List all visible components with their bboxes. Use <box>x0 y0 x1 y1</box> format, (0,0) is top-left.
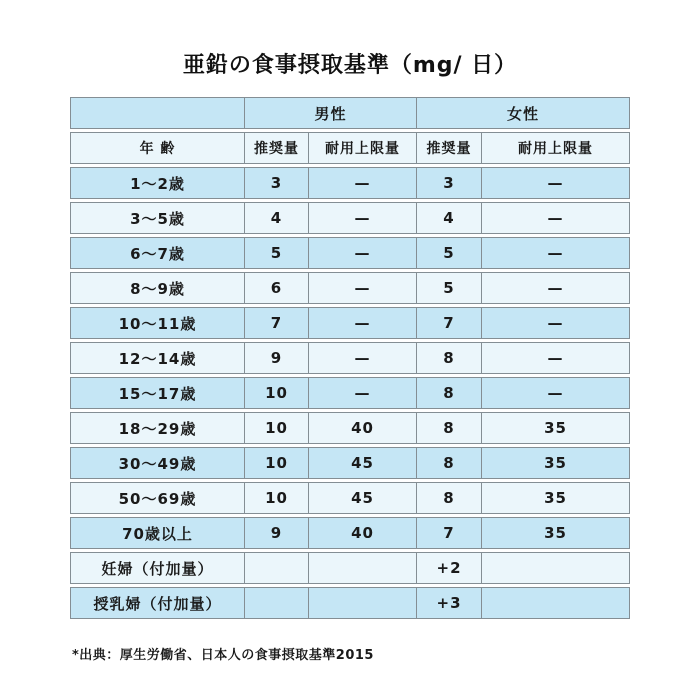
female-upper-limit-cell: 35 <box>482 447 630 479</box>
female-upper-limit-cell: — <box>482 342 630 374</box>
table-row <box>70 412 630 444</box>
male-group-header: 男性 <box>245 97 417 129</box>
female-group-header: 女性 <box>417 97 630 129</box>
age-cell: 6～7歳 <box>70 237 245 269</box>
female-upper-limit-cell: 35 <box>482 412 630 444</box>
female-upper-limit-cell: — <box>482 377 630 409</box>
sub-header-row <box>70 132 630 164</box>
table-row <box>70 447 630 479</box>
group-header-row <box>70 97 630 129</box>
female-upper-limit-cell: — <box>482 167 630 199</box>
male-recommended-cell: 5 <box>245 237 309 269</box>
female-upper-limit-cell <box>482 587 630 619</box>
male-upper-limit-cell: — <box>309 307 417 339</box>
male-recommended-cell <box>245 552 309 584</box>
female-recommended-cell: 3 <box>417 167 482 199</box>
female-recommended-cell: 8 <box>417 482 482 514</box>
male-recommended-cell: 9 <box>245 342 309 374</box>
male-recommended-cell: 4 <box>245 202 309 234</box>
table-row <box>70 587 630 619</box>
female-upper-limit-cell <box>482 552 630 584</box>
female-recommended-cell: +2 <box>417 552 482 584</box>
table-row <box>70 377 630 409</box>
male-upper-limit-cell: 45 <box>309 482 417 514</box>
table-row <box>70 237 630 269</box>
female-recommended-cell: 8 <box>417 377 482 409</box>
table-row <box>70 517 630 549</box>
female-upper-limit-header: 耐用上限量 <box>482 132 630 164</box>
table-row <box>70 307 630 339</box>
male-recommended-cell: 10 <box>245 447 309 479</box>
male-upper-limit-cell: 40 <box>309 517 417 549</box>
age-cell: 3～5歳 <box>70 202 245 234</box>
female-recommended-header: 推奨量 <box>417 132 482 164</box>
male-upper-limit-header: 耐用上限量 <box>309 132 417 164</box>
female-recommended-cell: 7 <box>417 307 482 339</box>
table-row <box>70 272 630 304</box>
male-upper-limit-cell: 45 <box>309 447 417 479</box>
female-recommended-cell: 5 <box>417 272 482 304</box>
female-recommended-cell: 4 <box>417 202 482 234</box>
male-upper-limit-cell: — <box>309 237 417 269</box>
male-recommended-cell <box>245 587 309 619</box>
male-recommended-cell: 9 <box>245 517 309 549</box>
table-row <box>70 167 630 199</box>
male-recommended-cell: 6 <box>245 272 309 304</box>
male-recommended-cell: 3 <box>245 167 309 199</box>
female-recommended-cell: +3 <box>417 587 482 619</box>
age-cell: 50～69歳 <box>70 482 245 514</box>
male-upper-limit-cell <box>309 552 417 584</box>
age-cell: 70歳以上 <box>70 517 245 549</box>
age-cell: 1～2歳 <box>70 167 245 199</box>
male-recommended-cell: 10 <box>245 482 309 514</box>
age-cell: 15～17歳 <box>70 377 245 409</box>
female-upper-limit-cell: — <box>482 272 630 304</box>
female-recommended-cell: 8 <box>417 342 482 374</box>
male-upper-limit-cell: — <box>309 202 417 234</box>
female-upper-limit-cell: 35 <box>482 517 630 549</box>
male-upper-limit-cell: — <box>309 377 417 409</box>
male-upper-limit-cell: 40 <box>309 412 417 444</box>
male-recommended-header: 推奨量 <box>245 132 309 164</box>
female-upper-limit-cell: — <box>482 202 630 234</box>
male-recommended-cell: 10 <box>245 377 309 409</box>
female-recommended-cell: 7 <box>417 517 482 549</box>
age-cell: 妊婦（付加量） <box>70 552 245 584</box>
table-row <box>70 482 630 514</box>
male-upper-limit-cell <box>309 587 417 619</box>
table-row <box>70 202 630 234</box>
age-header: 年 齢 <box>70 132 245 164</box>
age-cell: 30～49歳 <box>70 447 245 479</box>
age-cell: 8～9歳 <box>70 272 245 304</box>
male-recommended-cell: 7 <box>245 307 309 339</box>
female-recommended-cell: 8 <box>417 412 482 444</box>
page-title: 亜鉛の食事摂取基準（mg/ 日） <box>182 53 518 78</box>
age-cell: 授乳婦（付加量） <box>70 587 245 619</box>
table-row <box>70 552 630 584</box>
female-upper-limit-cell: — <box>482 307 630 339</box>
male-recommended-cell: 10 <box>245 412 309 444</box>
age-cell: 10～11歳 <box>70 307 245 339</box>
zinc-intake-table <box>70 94 630 622</box>
female-upper-limit-cell: 35 <box>482 482 630 514</box>
age-cell: 12～14歳 <box>70 342 245 374</box>
male-upper-limit-cell: — <box>309 272 417 304</box>
age-cell: 18～29歳 <box>70 412 245 444</box>
source-note: *出典：厚生労働省、日本人の食事摂取基準2015 <box>72 648 374 663</box>
table-row <box>70 342 630 374</box>
female-upper-limit-cell: — <box>482 237 630 269</box>
female-recommended-cell: 8 <box>417 447 482 479</box>
female-recommended-cell: 5 <box>417 237 482 269</box>
male-upper-limit-cell: — <box>309 167 417 199</box>
male-upper-limit-cell: — <box>309 342 417 374</box>
corner-cell <box>70 97 245 129</box>
